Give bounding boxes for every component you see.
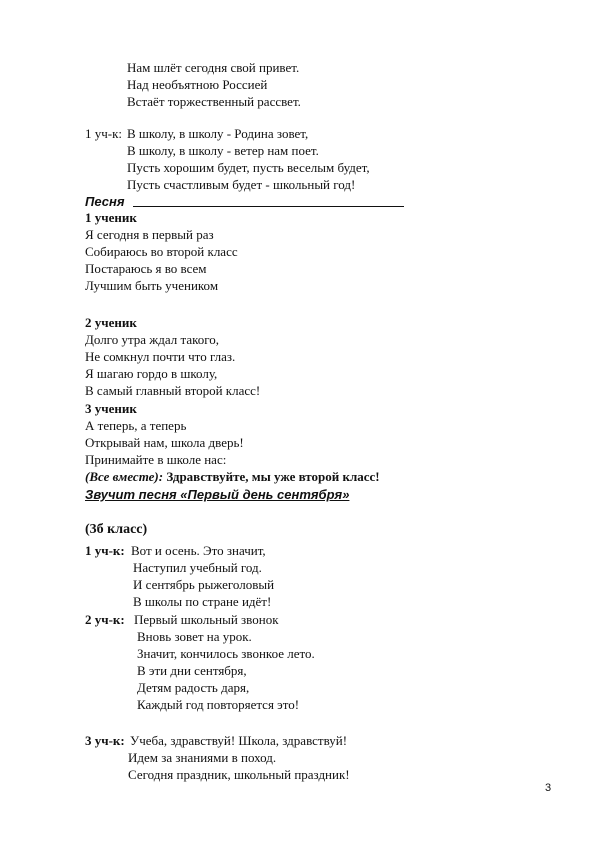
verse-line: В самый главный второй класс! bbox=[85, 383, 261, 398]
verse-line: Собираюсь во второй класс bbox=[85, 244, 238, 259]
student-label: 2 ученик bbox=[85, 315, 137, 330]
all-together-text: Здравствуйте, мы уже второй класс! bbox=[166, 469, 380, 484]
verse-line: Принимайте в школе нас: bbox=[85, 452, 227, 467]
verse-line: Пусть счастливым будет - школьный год! bbox=[127, 177, 356, 192]
class-heading: (3б класс) bbox=[85, 522, 148, 537]
intro-line: Нам шлёт сегодня свой привет. bbox=[127, 60, 300, 75]
verse-line: Значит, кончилось звонкое лето. bbox=[137, 646, 315, 661]
speaker-label: 2 уч-к: bbox=[85, 612, 125, 627]
verse-line: Пусть хорошим будет, пусть веселым будет, bbox=[127, 160, 370, 175]
verse-line: Каждый год повторяется это! bbox=[137, 697, 300, 712]
speaker-label: 1 уч-к: bbox=[85, 126, 123, 141]
verse-line: Я сегодня в первый раз bbox=[85, 227, 214, 242]
student-label: 1 ученик bbox=[85, 210, 137, 225]
song-announcement: Звучит песня «Первый день сентября» bbox=[85, 487, 350, 502]
verse-line: Сегодня праздник, школьный праздник! bbox=[128, 767, 350, 782]
heading-underline-rule bbox=[133, 206, 404, 207]
song-heading: Песня bbox=[85, 194, 125, 209]
speaker-label: 1 уч-к: bbox=[85, 543, 125, 558]
verse-line: Вновь зовет на урок. bbox=[137, 629, 252, 644]
all-together-line bbox=[85, 468, 380, 485]
verse-line: Наступил учебный год. bbox=[133, 560, 262, 575]
verse-line: Учеба, здравствуй! Школа, здравствуй! bbox=[130, 733, 348, 748]
intro-line: Над необъятною Россией bbox=[127, 77, 268, 92]
verse-line: Не сомкнул почти что глаз. bbox=[85, 349, 236, 364]
page-number: 3 bbox=[545, 782, 552, 794]
speaker-label: 3 уч-к: bbox=[85, 733, 125, 748]
all-together-label: (Все вместе): bbox=[85, 469, 164, 484]
verse-line: Долго утра ждал такого, bbox=[85, 332, 220, 347]
verse-line: Первый школьный звонок bbox=[134, 612, 279, 627]
verse-line: Я шагаю гордо в школу, bbox=[85, 366, 218, 381]
verse-line: Вот и осень. Это значит, bbox=[131, 543, 266, 558]
verse-line: В школу, в школу - Родина зовет, bbox=[127, 126, 309, 141]
verse-line: Идем за знаниями в поход. bbox=[128, 750, 277, 765]
verse-line: А теперь, а теперь bbox=[85, 418, 187, 433]
intro-line: Встаёт торжественный рассвет. bbox=[127, 94, 301, 109]
verse-line: В школу, в школу - ветер нам поет. bbox=[127, 143, 319, 158]
verse-line: И сентябрь рыжеголовый bbox=[133, 577, 275, 592]
verse-line: В школы по стране идёт! bbox=[133, 594, 272, 609]
verse-line: Лучшим быть учеником bbox=[85, 278, 219, 293]
student-label: 3 ученик bbox=[85, 401, 137, 416]
verse-line: Детям радость даря, bbox=[137, 680, 250, 695]
verse-line: В эти дни сентября, bbox=[137, 663, 247, 678]
verse-line: Постараюсь я во всем bbox=[85, 261, 207, 276]
verse-line: Открывай нам, школа дверь! bbox=[85, 435, 244, 450]
